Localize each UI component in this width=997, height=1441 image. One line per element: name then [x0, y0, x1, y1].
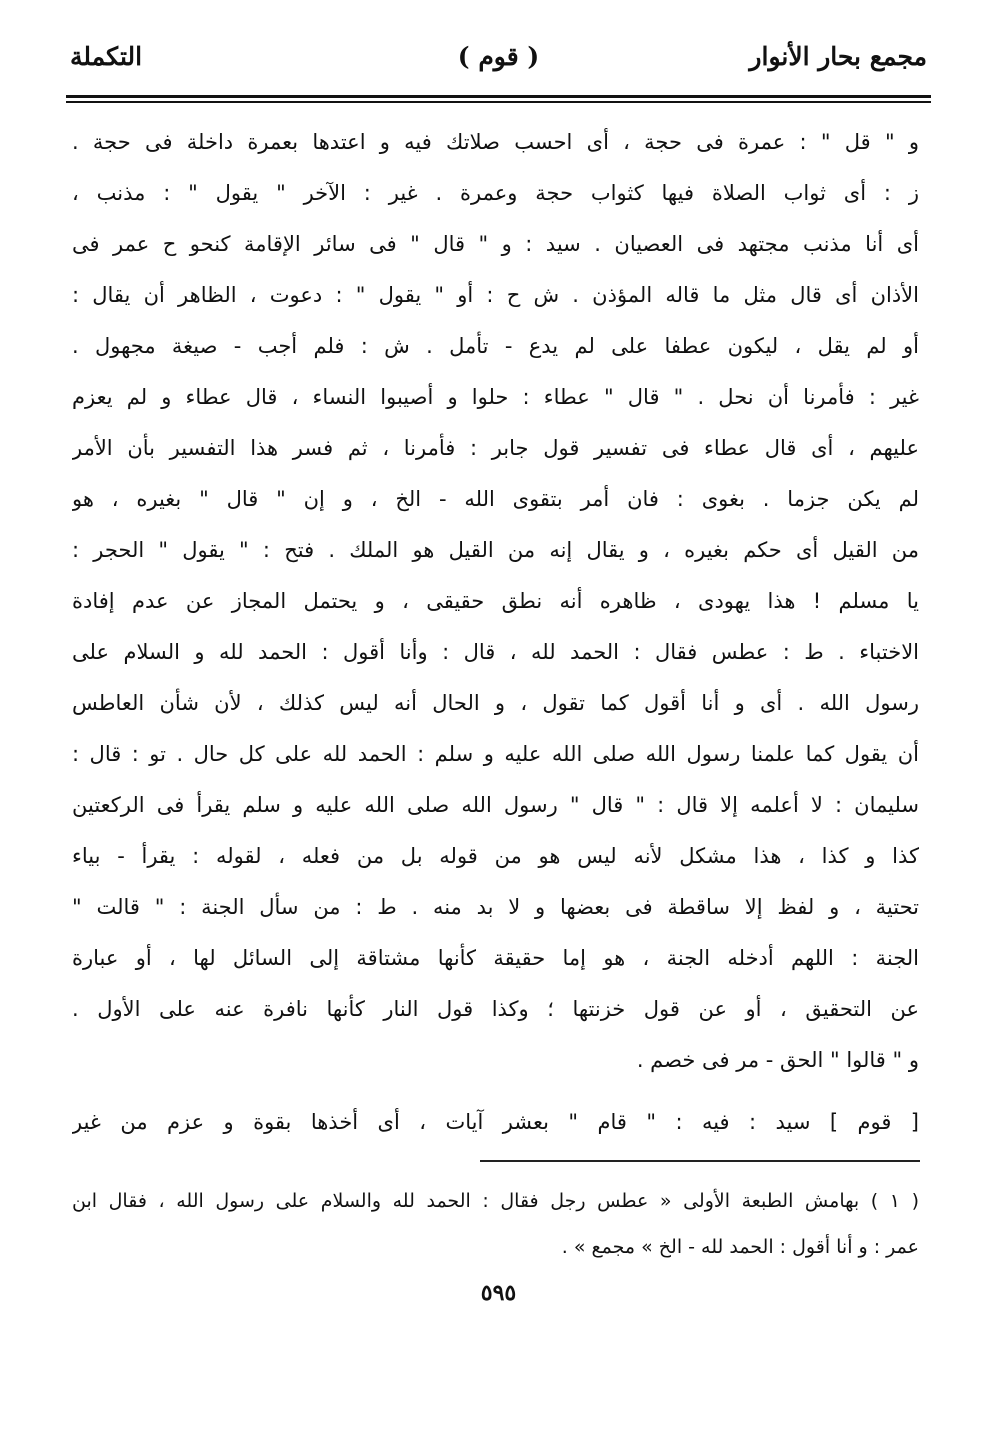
text-line: ز : أى ثواب الصلاة فيها كثواب حجة وعمرة . غير : الآخر " يقول " : مذنب ،	[72, 181, 919, 205]
text-line: الجنة : اللهم أدخله الجنة ، هو إما حقيقة كأنها مشتاقة إلى السائل لها ، أو عبارة	[72, 946, 919, 970]
text-line: تحتية ، و لفظ إلا ساقطة فى بعضها و لا بد منه . ط : من سأل الجنة : " قالت "	[72, 895, 919, 919]
text-line: رسول الله . أى و أنا أقول كما تقول ، و الحال أنه ليس كذلك ، لأن شأن العاطس	[72, 691, 919, 715]
text-line: الأذان أى قال مثل ما قاله المؤذن . ش ح : أو " يقول " : دعوت ، الظاهر أن يقال :	[72, 283, 919, 307]
text-line: عن التحقيق ، أو عن قول خزنتها ؛ وكذا قول النار كأنها نافرة عنه على الأول .	[72, 997, 919, 1021]
section-title: التكملة	[70, 42, 143, 71]
text-line: يا مسلم ! هذا يهودى ، ظاهره أنه نطق حقيقى ، و يحتمل المجاز عن عدم إفادة	[72, 589, 919, 613]
text-line: أى أنا مذنب مجتهد فى العصيان . سيد : و " قال " فى سائر الإقامة كنحو ح عمر فى	[72, 232, 919, 256]
text-line: أن يقول كما علمنا رسول الله صلى الله عليه و سلم : الحمد لله على كل حال . تو : قال :	[72, 742, 919, 766]
text-line: كذا و كذا ، هذا مشكل لأنه ليس هو من قوله بل من فعله ، لقوله : يقرأ - بياء	[72, 844, 919, 868]
text-line: لم يكن جزما . بغوى : فان أمر بتقوى الله - الخ ، و إن " قال " بغيره ، هو	[72, 487, 919, 511]
footnote-line: عمر : و أنا أقول : الحمد لله - الخ » مجمع » .	[561, 1236, 919, 1258]
header-rule-thick	[66, 95, 931, 98]
entry-root-title: ( قوم )	[457, 42, 540, 71]
text-line: غير : فأمرنا أن نحل . " قال " عطاء : حلوا و أصيبوا النساء ، قال عطاء و لم يعزم	[72, 385, 919, 409]
book-title: مجمع بحار الأنوار	[749, 42, 927, 71]
text-line: من القيل أى حكم بغيره ، و يقال إنه من القيل هو الملك . فتح : " يقول " الحجر :	[72, 538, 919, 562]
text-line: عليهم ، أى قال عطاء فى تفسير قول جابر : فأمرنا ، ثم فسر هذا التفسير بأن الأمر	[72, 436, 919, 460]
main-text	[72, 117, 919, 1086]
footnote-line: ( ١ ) بهامش الطبعة الأولى « عطس رجل فقال : الحمد لله والسلام على رسول الله ، فقال ابن	[72, 1190, 919, 1212]
entry-kawm: [ قوم ] سيد : فيه : " قام " بعشر آيات ، أى أخذها بقوة و عزم من غير	[72, 1110, 919, 1134]
text-line: سليمان : لا أعلمه إلا قال : " قال " رسول الله صلى الله عليه و سلم يقرأ فى الركعتين	[72, 793, 919, 817]
text-line: و " قل " : عمرة فى حجة ، أى احسب صلاتك فيه و اعتدها بعمرة داخلة فى حجة .	[72, 130, 919, 154]
page-number: ٥٩٥	[480, 1280, 517, 1306]
header-rule-thin	[66, 101, 931, 103]
text-line: الاختباء . ط : عطس فقال : الحمد لله ، قال : وأنا أقول : الحمد لله و السلام على	[72, 640, 919, 664]
footnote-rule	[480, 1160, 920, 1162]
running-header	[70, 42, 927, 92]
footnote	[72, 1178, 919, 1270]
text-line: أو لم يقل ، ليكون عطفا على لم يدع - تأمل . ش : فلم أجب - صيغة مجهول .	[72, 334, 919, 358]
text-line: و " قالوا " الحق - مر فى خصم .	[636, 1048, 919, 1072]
